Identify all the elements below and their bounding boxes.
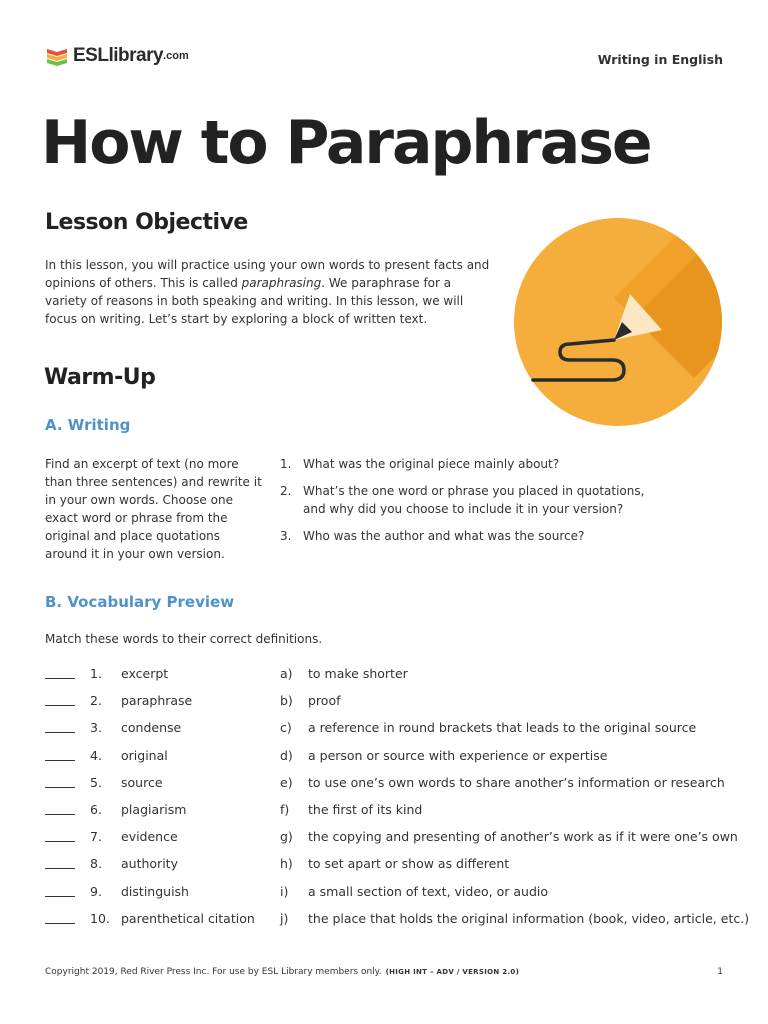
- logo-text: ESLlibrary: [73, 45, 164, 66]
- vocabulary-word: condense: [121, 720, 182, 736]
- vocabulary-word: distinguish: [121, 883, 189, 899]
- version-label: (HIGH INT – ADV / VERSION 2.0): [385, 968, 520, 976]
- answer-blank[interactable]: [45, 814, 75, 815]
- vocabulary-row: 5. source e) to use one’s own words to share another’s information or research: [45, 773, 735, 800]
- vocabulary-row: 3. condense c) a reference in round brackets that leads to the original source: [45, 718, 735, 745]
- vocabulary-row: 4. original d) a person or source with experience or expertise: [45, 746, 735, 773]
- lesson-objective-text: In this lesson, you will practice using your own words to present facts and opinions of others. This is called paraphrasing. We paraphrase for a variety of reasons in both speaking and writing. In this lesson, we will focus on writing. Let’s start by exploring a block of written text.: [45, 258, 490, 326]
- vocabulary-definition: the place that holds the original information (book, video, article, etc.): [308, 910, 750, 926]
- vocabulary-definition: a reference in round brackets that leads to the original source: [308, 720, 697, 736]
- vocabulary-heading: B. Vocabulary Preview: [45, 593, 235, 611]
- question-item: 1. What was the original piece mainly about?: [280, 457, 560, 471]
- vocabulary-word: excerpt: [121, 666, 169, 681]
- logo-suffix: .com: [163, 50, 189, 62]
- vocabulary-instruction: Match these words to their correct definitions.: [45, 632, 323, 646]
- question-item: 2. What’s the one word or phrase you placed in quotations, and why did you choose to include it in your version?: [280, 484, 645, 516]
- answer-blank[interactable]: [45, 678, 75, 679]
- vocabulary-word: paraphrase: [121, 693, 193, 709]
- vocabulary-row: 8. authority h) to set apart or show as different: [45, 854, 735, 881]
- vocabulary-row: 10. parenthetical citation j) the place that holds the original information (book, video, article, etc.): [45, 909, 735, 936]
- vocabulary-row: 6. plagiarism f) the first of its kind: [45, 800, 735, 827]
- vocabulary-definition: a person or source with experience or expertise: [308, 747, 608, 763]
- warm-up-heading: Warm-Up: [44, 365, 156, 390]
- vocabulary-definition: the first of its kind: [308, 801, 423, 817]
- footer-copyright: Copyright 2019, Red River Press Inc. For use by ESL Library members only. (HIGH INT – ADV / VERSION 2.0): [45, 967, 520, 977]
- answer-blank[interactable]: [45, 923, 75, 924]
- vocabulary-row: 2. paraphrase b) proof: [45, 691, 735, 718]
- vocabulary-row: 1. excerpt a) to make shorter: [45, 664, 735, 691]
- paraphrasing-emphasis: paraphrasing: [241, 276, 322, 290]
- answer-blank[interactable]: [45, 705, 75, 706]
- answer-blank[interactable]: [45, 868, 75, 869]
- writing-instructions: Find an excerpt of text (no more than three sentences) and rewrite it in your own words. Choose one exact word or phrase from the original and place quotations around it in your own version.: [45, 457, 262, 561]
- question-item: 3. Who was the author and what was the source?: [280, 529, 585, 543]
- vocabulary-word: authority: [121, 856, 178, 872]
- vocabulary-row: 9. distinguish i) a small section of text, video, or audio: [45, 882, 735, 909]
- vocabulary-word: parenthetical citation: [121, 910, 255, 926]
- answer-blank[interactable]: [45, 896, 75, 897]
- eslibrary-logo: [45, 44, 189, 68]
- vocabulary-definition: to use one’s own words to share another’s information or research: [308, 774, 725, 790]
- pencil-icon: [514, 214, 724, 430]
- lesson-objective-heading: Lesson Objective: [45, 210, 248, 235]
- answer-blank[interactable]: [45, 760, 75, 761]
- page-number: 1: [717, 967, 723, 977]
- writing-questions: [280, 455, 660, 554]
- vocabulary-definition: a small section of text, video, or audio: [308, 883, 549, 899]
- answer-blank[interactable]: [45, 732, 75, 733]
- vocabulary-word: plagiarism: [121, 801, 187, 817]
- vocabulary-definition: proof: [308, 693, 341, 709]
- section-label: Writing in English: [597, 52, 723, 67]
- vocabulary-definition: to set apart or show as different: [308, 856, 510, 872]
- answer-blank[interactable]: [45, 841, 75, 842]
- vocabulary-word: original: [121, 747, 168, 763]
- book-logo-icon: [45, 44, 69, 68]
- vocabulary-definition: the copying and presenting of another’s work as if it were one’s own: [308, 829, 738, 845]
- vocabulary-word: source: [121, 774, 163, 790]
- answer-blank[interactable]: [45, 787, 75, 788]
- vocabulary-definition: to make shorter: [308, 666, 408, 681]
- page-title: How to Paraphrase: [41, 108, 651, 178]
- vocabulary-matching-list: [45, 664, 750, 936]
- vocabulary-word: evidence: [121, 829, 178, 845]
- vocabulary-row: 7. evidence g) the copying and presenting of another’s work as if it were one’s own: [45, 827, 735, 854]
- writing-heading: A. Writing: [45, 416, 131, 434]
